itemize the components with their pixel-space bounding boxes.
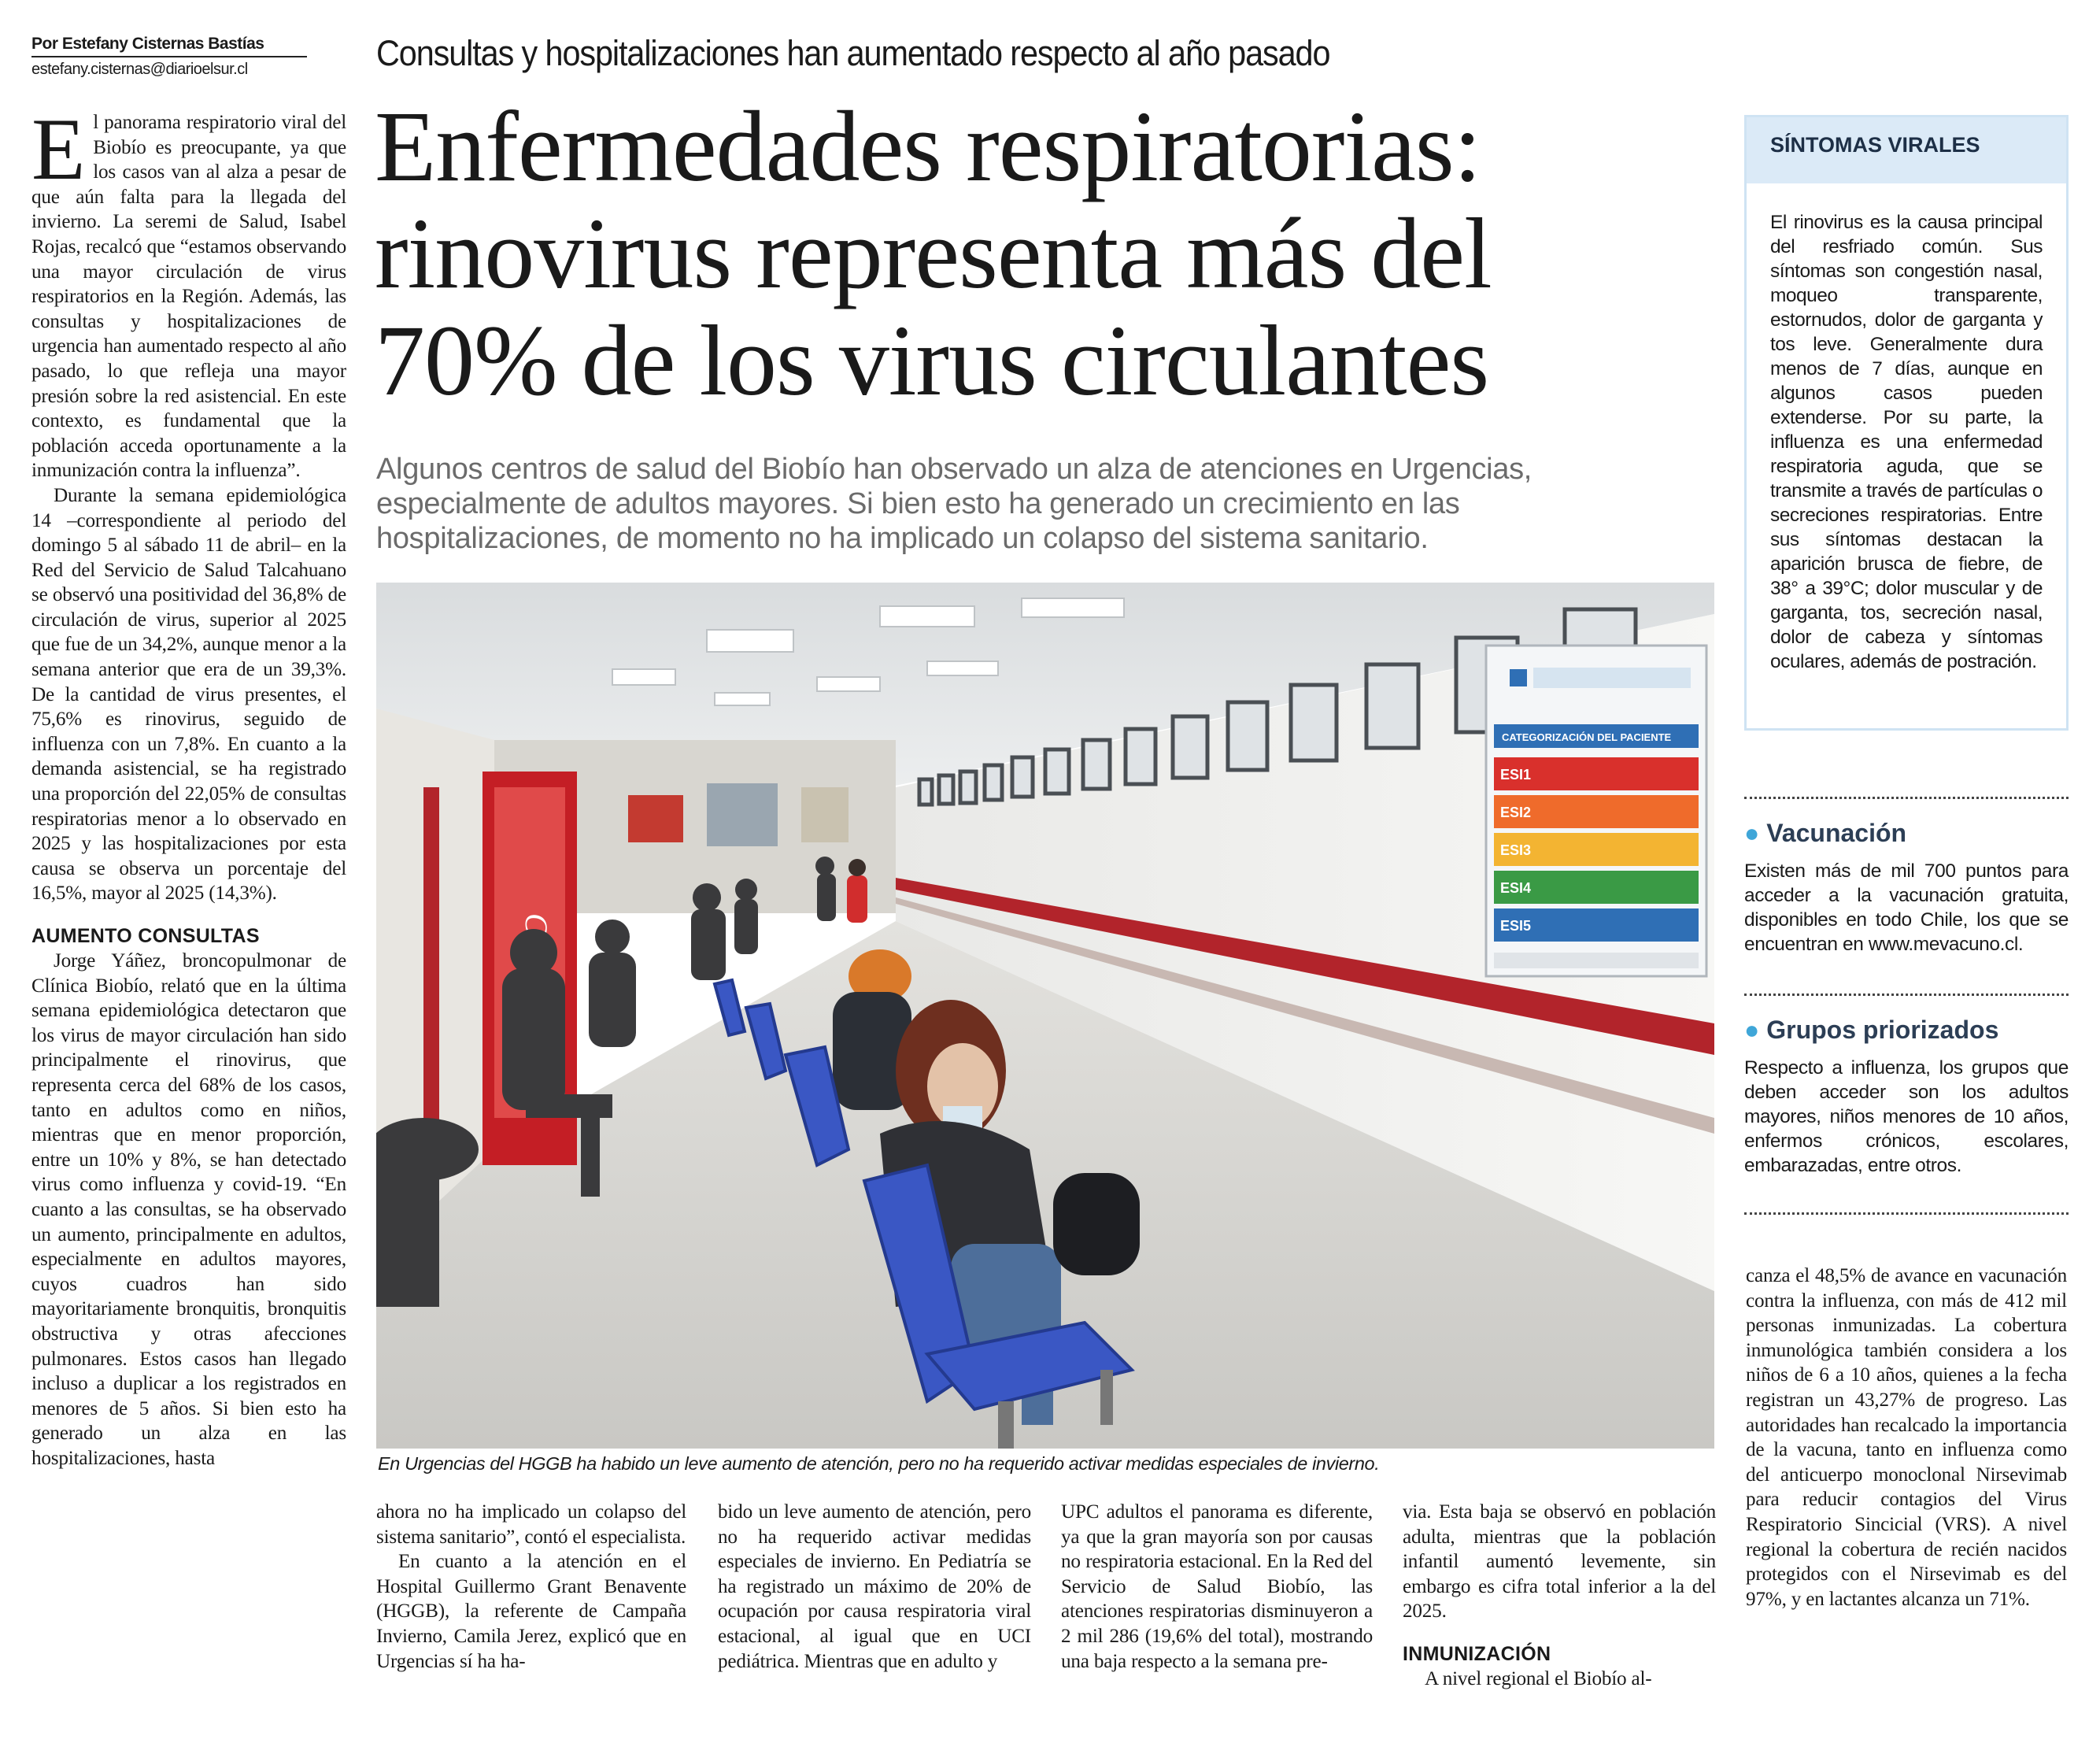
article-column-4 [1061,1500,1373,1674]
triage-poster [1486,646,1706,976]
esi-label: ESI5 [1500,918,1532,934]
bullet-title: Vacunación [1766,819,1907,847]
article-paragraph: canza el 48,5% de avance en vacunación contra la influenza, con más de 412 mil personas inmunizadas. La cobertura inmunológica también considera a los niños de 6 a 10 años, quienes a la fecha registran un 43,27% de progreso. Las autoridades han recalcado la importancia de la vacuna, tanto en influenza como del anticuerpo monoclonal Nirsevimab para reducir contagios del Virus Respiratorio Sincicial (VRS). A nivel regional la cobertura de recién nacidos protegidos con el Nirsevimab es del 97%, y en lactantes alcanza un 71%. [1746,1265,2067,1610]
subhead-aumento-consultas: AUMENTO CONSULTAS [31,925,260,947]
kicker: Consultas y hospitalizaciones han aumentado respecto al año pasado [376,33,1330,73]
headline-line1: Enfermedades respiratorias: [375,91,1481,202]
article-paragraph: UPC adultos el panorama es diferente, ya que la gran mayoría son por causas no respiratoria estacional. En la Red del Servicio de Salud Biobío, las atenciones respiratorias disminuyeron a 2 mil 286 (19,6% del total), mostrando una baja respecto a la semana pre- [1061,1501,1373,1672]
article-column-3 [718,1500,1031,1674]
article-paragraph: Jorge Yáñez, broncopulmonar de Clínica Biobío, relató que en la última semana epidemiológica detectaron que los virus de mayor circulación han sido principalmente el rinovirus, que representa cerca del 68% de los casos, tanto en adultos como en niños, mientras que en menor proporción, entre un 10% y 8%, se han detectado virus como influenza y covid-19. “En cuanto a las consultas, se ha observado un aumento, principalmente en adultos, especialmente en adultos mayores, cuyos cuadros han sido mayoritariamente bronquitis, bronquitis obstructiva y otras afecciones pulmonares. Estos casos han llegado incluso a duplicar a los registrados en menores de 5 años. Si bien esto ha generado un alza en las hospitalizaciones, hasta [31,950,346,1469]
bullet-grupos-priorizados [1744,1016,2069,1178]
divider [1744,797,2069,799]
headline-line2: rinovirus representa más del [375,198,1492,309]
esi-label: ESI4 [1500,880,1532,896]
article-column-5 [1403,1500,1716,1692]
sidebar-title: SÍNTOMAS VIRALES [1747,117,2066,183]
headline-line3: 70% de los virus circulantes [375,305,1489,416]
esi-label: ESI2 [1500,805,1532,820]
dek-line2: especialmente de adultos mayores. Si bien esto ha generado un crecimiento en las [376,487,1460,520]
esi-label: ESI1 [1500,767,1532,783]
divider [1744,1212,2069,1215]
dek-line3: hospitalizaciones, de momento no ha implicado un colapso del sistema sanitario. [376,522,1429,555]
article-paragraph: bido un leve aumento de atención, pero no ha requerido activar medidas especiales de invierno. En Pediatría se ha registrado un máximo de 20% de ocupación por causa respiratoria viral estacional, al igual que en UCI pediátrica. Mientras que en adulto y [718,1501,1031,1672]
bullet-dot-icon: ● [1744,819,1760,847]
dek-line1: Algunos centros de salud del Biobío han observado un alza de atenciones en Urgencias, [376,453,1532,486]
photo-caption: En Urgencias del HGGB ha habido un leve aumento de atención, pero no ha requerido activar medidas especiales de invierno. [378,1453,1380,1474]
byline-author: Por Estefany Cisternas Bastías [31,35,307,57]
hospital-photo [376,583,1714,1449]
article-paragraph: ahora no ha implicado un colapso del sistema sanitario”, contó el especialista. [376,1501,686,1548]
subhead-inmunizacion: INMUNIZACIÓN [1403,1642,1551,1665]
headline [375,93,1744,414]
article-paragraph-intro: El panorama respiratorio viral del Biobío es preocupante, ya que los casos van al alza a pesar de que aún falta para la llegada del invierno. La seremi de Salud, Isabel Rojas, recalcó que “estamos observando una mayor circulación de virus respiratorios en la Región. Además, las consultas y hospitalizaciones de urgencia han aumentado respecto al año pasado, lo que refleja una mayor presión sobre la red asistencial. En este contexto, es fundamental que la población acceda oportunamente a la inmunización contra la influenza”. [31,101,346,482]
article-column-1 [31,101,346,1471]
byline [31,35,307,79]
article-paragraph: Durante la semana epidemiológica 14 –correspondiente al periodo del domingo 5 al sábado 11 de abril– en la Red del Servicio de Salud Talcahuano se observó una positividad del 36,8% de circulación de virus, superior al 2025 que fue de un 34,2%, aunque menor a la semana anterior que era de un 39,3%. De la cantidad de virus presentes, el 75,6% es rinovirus, seguido de influenza con un 7,8%. En cuanto a la demanda asistencial, se ha registrado una proporción del 22,05% de consultas respiratorias menor a lo observado en 2025 y las hospitalizaciones por esta causa se observa un porcentaje del 16,5%, mayor al 2025 (14,3%). [31,484,346,905]
bullet-text: Respecto a influenza, los grupos que deben acceder son los adultos mayores, niños menores de 10 años, enfermos crónicos, escolares, embarazadas, entre otros. [1744,1057,2069,1176]
article-paragraph: A nivel regional el Biobío al- [1425,1667,1652,1689]
bullet-dot-icon: ● [1744,1016,1760,1044]
byline-email: estefany.cisternas@diarioelsur.cl [31,61,248,78]
article-column-2 [376,1500,686,1674]
dek [376,452,1730,556]
poster-title: CATEGORIZACIÓN DEL PACIENTE [1502,731,1672,743]
esi-label: ESI3 [1500,842,1532,858]
bullet-title: Grupos priorizados [1766,1016,1999,1044]
sidebar-sintomas-virales [1744,115,2069,731]
article-column-6 [1746,1264,2067,1612]
hospital-waiting-room-image [376,583,1714,1449]
bullet-vacunacion [1744,819,2069,957]
article-paragraph: via. Esta baja se observó en población adulta, mientras que la población infantil aumentó levemente, sin embargo es cifra total inferior a la del 2025. [1403,1501,1716,1623]
dropcap: E [31,101,86,198]
sidebar-text: El rinovirus es la causa principal del resfriado común. Sus síntomas son congestión nasal, moqueo transparente, estornudos, dolor de garganta y tos leve. Generalmente dura menos de 7 días, aunque en algunos casos pueden extenderse. Por su parte, la influenza es una enfermedad respiratoria aguda, que se transmite a través de partículas o secreciones respiratorias. Entre sus síntomas destacan la aparición brusca de fiebre, de 38° a 39°C; dolor muscular y de garganta, tos, secreción nasal, dolor de cabeza y síntomas oculares, además de postración. [1770,212,2043,672]
bullet-text: Existen más de mil 700 puntos para acceder a la vacunación gratuita, disponibles en todo Chile, los que se encuentran en www.mevacuno.cl. [1744,860,2069,955]
divider [1744,994,2069,996]
article-paragraph: En cuanto a la atención en el Hospital Guillermo Grant Benavente (HGGB), la referente de Campaña Invierno, Camila Jerez, explicó que en Urgencias sí ha ha- [376,1551,686,1672]
